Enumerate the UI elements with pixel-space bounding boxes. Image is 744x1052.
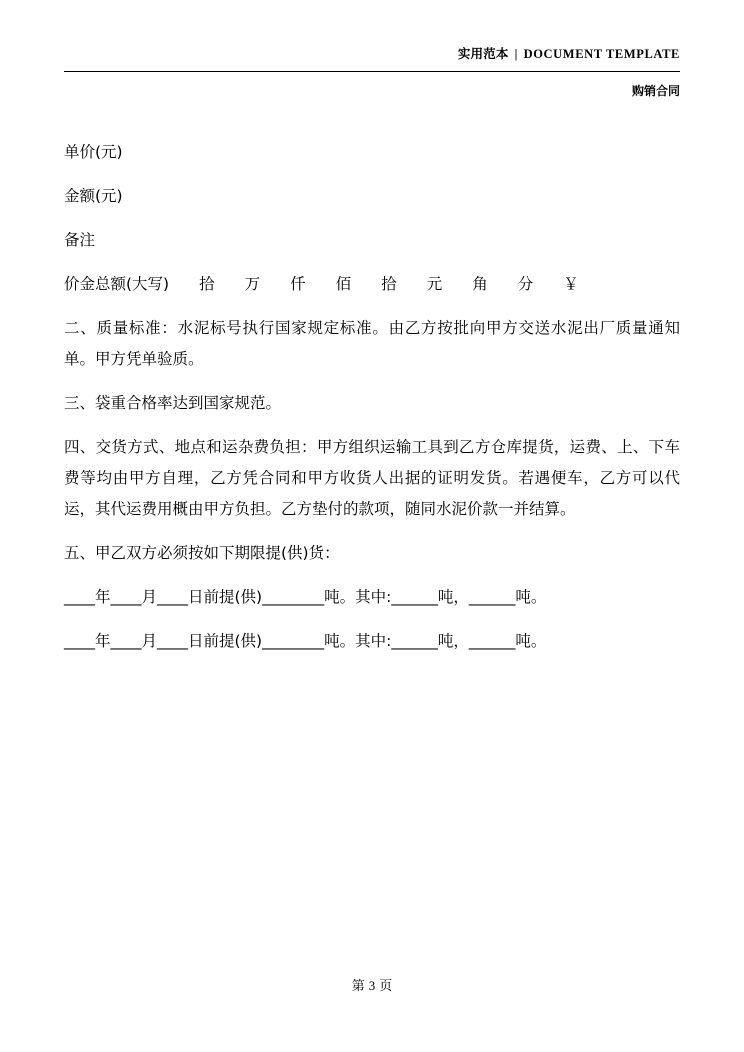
field-remark: 备注: [64, 231, 96, 249]
clause-delivery-schedule: 五、甲乙双方必须按如下期限提(供)货：: [64, 544, 340, 562]
amount-unit-8: ￥: [563, 275, 579, 293]
page-header: [64, 0, 680, 99]
amount-unit-4: 拾: [381, 275, 397, 293]
header-divider: [64, 71, 680, 72]
total-amount-label: 价金总额(大写): [64, 275, 170, 293]
header-doc-type: 购销合同: [631, 84, 680, 98]
amount-unit-3: 佰: [335, 275, 352, 293]
delivery-schedule-row-1: ____年____月____日前提(供)________吨。其中:______吨，______吨。: [64, 588, 547, 606]
total-amount-row: [64, 269, 680, 300]
amount-unit-6: 角: [472, 275, 488, 293]
document-body: [64, 137, 680, 657]
header-brand: [64, 44, 680, 62]
amount-unit-1: 万: [244, 275, 261, 293]
amount-unit-0: 拾: [199, 275, 215, 293]
footer-suffix: 页: [379, 979, 393, 994]
amount-unit-2: 仟: [290, 275, 306, 293]
field-amount: 金额(元): [64, 187, 123, 205]
amount-unit-7: 分: [517, 275, 534, 293]
clause-quality-standard: 二、质量标准：水泥标号执行国家规定标准。由乙方按批向甲方交送水泥出厂质量通知单。甲方凭单验质。: [64, 319, 680, 368]
clause-bag-weight: 三、袋重合格率达到国家规范。: [64, 394, 282, 412]
header-brand-en: DOCUMENT TEMPLATE: [523, 47, 680, 61]
field-unit-price: 单价(元): [64, 143, 123, 161]
delivery-schedule-row-2: ____年____月____日前提(供)________吨。其中:______吨，______吨。: [64, 632, 547, 650]
amount-unit-5: 元: [426, 275, 443, 293]
header-brand-cn: 实用范本: [457, 46, 509, 61]
header-separator: |: [514, 47, 518, 61]
footer-prefix: 第: [351, 979, 365, 994]
footer-page-number: 3: [368, 978, 376, 993]
clause-delivery-terms: 四、交货方式、地点和运杂费负担：甲方组织运输工具到乙方仓库提货，运费、上、下车费等均由甲方自理，乙方凭合同和甲方收货人出据的证明发货。若遇便车，乙方可以代运，其代运费用概由甲方负担。乙方垫付的款项，随同水泥价款一并结算。: [64, 438, 680, 518]
page-footer: [0, 975, 744, 994]
